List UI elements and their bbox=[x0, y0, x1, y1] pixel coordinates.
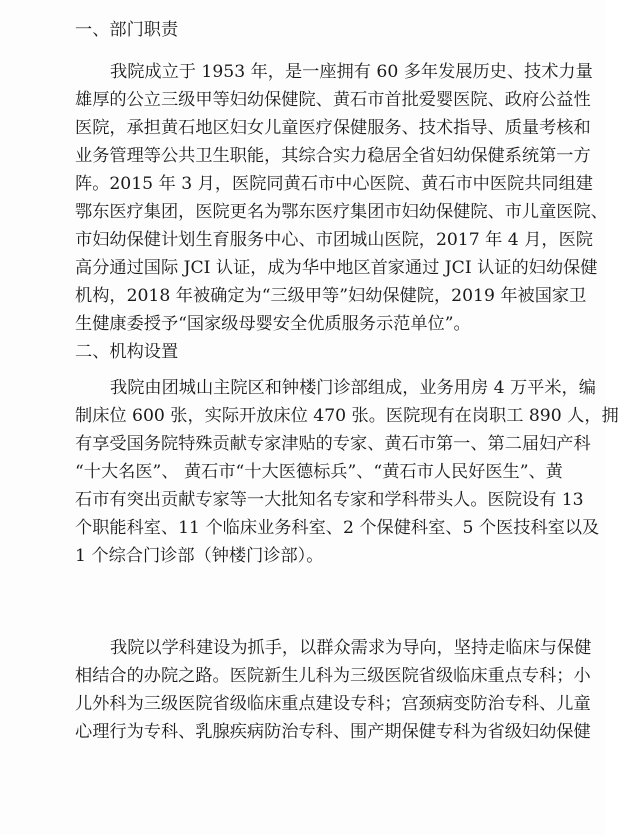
paragraph-line: 我院以学科建设为抓手，以群众需求为导向，坚持走临床与保健 bbox=[110, 638, 592, 658]
paragraph-line: 机构，2018 年被确定为“三级甲等”妇幼保健院，2019 年被国家卫 bbox=[75, 286, 587, 306]
paragraph-line: 心理行为专科、乳腺疾病防治专科、围产期保健专科为省级妇幼保健 bbox=[75, 722, 591, 742]
paragraph-line: “十大名医”、 黄石市“十大医德标兵”、“黄石市人民好医生”、黄 bbox=[75, 462, 563, 482]
section-heading-structure: 二、机构设置 bbox=[75, 342, 179, 362]
paragraph-line: 儿外科为三级医院省级临床重点建设专科；宫颈病变防治专科、儿童 bbox=[75, 694, 591, 714]
paragraph-line: 鄂东医疗集团，医院更名为鄂东医疗集团市妇幼保健院、市儿童医院、 bbox=[75, 202, 608, 222]
paragraph-line: 市妇幼保健计划生育服务中心、市团城山医院，2017 年 4 月，医院 bbox=[75, 230, 593, 250]
paragraph-line: 个职能科室、11 个临床业务科室、2 个保健科室、5 个医技科室以及 bbox=[75, 518, 600, 538]
paragraph-line: 生健康委授予“国家级母婴安全优质服务示范单位”。 bbox=[75, 314, 471, 334]
paragraph-line: 我院由团城山主院区和钟楼门诊部组成，业务用房 4 万平米，编 bbox=[110, 378, 596, 398]
paragraph-line: 制床位 600 张，实际开放床位 470 张。医院现有在岗职工 890 人，拥 bbox=[75, 406, 619, 426]
paragraph-line: 高分通过国际 JCI 认证，成为华中地区首家通过 JCI 认证的妇幼保健 bbox=[75, 258, 598, 278]
paragraph-line: 相结合的办院之路。医院新生儿科为三级医院省级临床重点专科；小 bbox=[75, 666, 591, 686]
paragraph-line: 阵。2015 年 3 月，医院同黄石市中心医院、黄石市中医院共同组建 bbox=[75, 174, 593, 194]
paragraph-line: 1 个综合门诊部（钟楼门诊部）。 bbox=[75, 546, 324, 566]
paragraph-line: 有享受国务院特殊贡献专家津贴的专家、黄石市第一、第二届妇产科 bbox=[75, 434, 591, 454]
section-heading-duties: 一、部门职责 bbox=[75, 20, 179, 40]
paragraph-line: 业务管理等公共卫生职能，其综合实力稳居全省妇幼保健系统第一方 bbox=[75, 146, 591, 166]
paragraph-line: 我院成立于 1953 年，是一座拥有 60 多年发展历史、技术力量 bbox=[110, 62, 593, 82]
paragraph-line: 雄厚的公立三级甲等妇幼保健院、黄石市首批爱婴医院、政府公益性 bbox=[75, 90, 591, 110]
paragraph-line: 医院，承担黄石地区妇女儿童医疗保健服务、技术指导、质量考核和 bbox=[75, 118, 591, 138]
paragraph-line: 石市有突出贡献专家等一大批知名专家和学科带头人。医院设有 13 bbox=[75, 490, 584, 510]
